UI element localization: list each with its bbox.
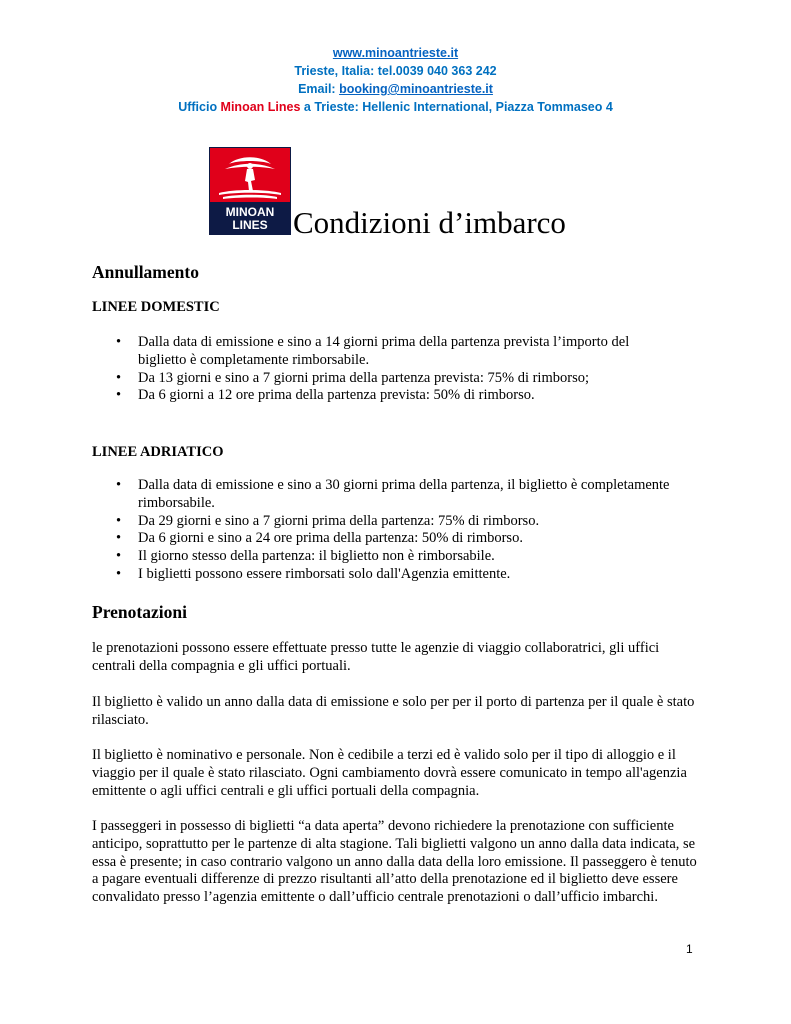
- list-item: • Da 13 giorni e sino a 7 giorni prima della partenza prevista: 75% di rimborso;: [116, 369, 589, 386]
- website-link[interactable]: www.minoantrieste.it: [332, 46, 459, 60]
- heading-linee-domestic: LINEE DOMESTIC: [92, 299, 220, 315]
- list-item: • Il giorno stesso della partenza: il biglietto non è rimborsabile.: [116, 548, 495, 565]
- domestic-list: [116, 334, 678, 405]
- logo-text-lines: LINES: [232, 218, 268, 232]
- page-number: 1: [686, 942, 693, 956]
- city-phone: Trieste, Italia: tel.0039 040 363 242: [294, 64, 497, 78]
- adriatico-list: [116, 477, 678, 584]
- office-line: [0, 98, 791, 116]
- office-suffix: a Trieste: Hellenic International, Piazza Tommaseo 4: [300, 100, 613, 114]
- minoan-lines-logo: [209, 147, 291, 235]
- logo-text-minoan: MINOAN: [225, 205, 275, 219]
- email-line: [0, 80, 791, 98]
- list-item: • Dalla data di emissione e sino a 30 giorni prima della partenza, il biglietto è completamente rimborsabile.: [116, 477, 670, 511]
- header: [0, 44, 791, 116]
- heading-prenotazioni: Prenotazioni: [92, 602, 187, 622]
- paragraph: le prenotazioni possono essere effettuate presso tutte le agenzie di viaggio collaboratrici, gli uffici centrali della compagnia e gli uffici portuali.: [92, 640, 660, 674]
- heading-annullamento: Annullamento: [92, 262, 199, 282]
- list-item: • Da 6 giorni e sino a 24 ore prima della partenza: 50% di rimborso.: [116, 530, 523, 547]
- office-brand: Minoan Lines: [220, 100, 301, 114]
- list-item: • Da 6 giorni a 12 ore prima della partenza prevista: 50% di rimborso.: [116, 387, 535, 404]
- list-item: • I biglietti possono essere rimborsati solo dall'Agenzia emittente.: [116, 565, 511, 582]
- paragraph: Il biglietto è nominativo e personale. Non è cedibile a terzi ed è valido solo per il tipo di alloggio e il viaggio per il quale è stato rilasciato. Ogni cambiamento dovrà essere comunicato in tempo all'agenzia emittente o agli uffici centrali e gli uffici portuali della compagnia.: [92, 747, 687, 799]
- office-prefix: Ufficio: [178, 100, 221, 114]
- email-label: Email:: [298, 82, 340, 96]
- paragraph: I passeggeri in possesso di biglietti “a data aperta” devono richiedere la prenotazione con sufficiente anticipo, soprattutto per le partenze di alta stagione. Tali biglietti valgono un anno dalla data indicata, se essa è presente; in caso contrario valgono un anno dalla data della loro emissione. Il passeggero è tenuto a pagare eventuali differenze di prezzo risultanti all’atto della prenotazione ed il biglietto deve essere convalidato presso l’agenzia emittente o dall’ufficio centrale prenotazioni o dall’ufficio imbarchi.: [92, 818, 697, 906]
- list-item: • Da 29 giorni e sino a 7 giorni prima della partenza: 75% di rimborso.: [116, 512, 540, 529]
- paragraph: Il biglietto è valido un anno dalla data di emissione e solo per per il porto di partenza per il quale è stato rilasciato.: [92, 694, 695, 728]
- list-item: • Dalla data di emissione e sino a 14 giorni prima della partenza prevista l’importo del biglietto è completamente rimborsabile.: [116, 334, 630, 368]
- heading-linee-adriatico: LINEE ADRIATICO: [92, 444, 224, 460]
- email-link[interactable]: booking@minoantrieste.it: [339, 82, 493, 96]
- document-title: Condizioni d’imbarco: [293, 205, 566, 240]
